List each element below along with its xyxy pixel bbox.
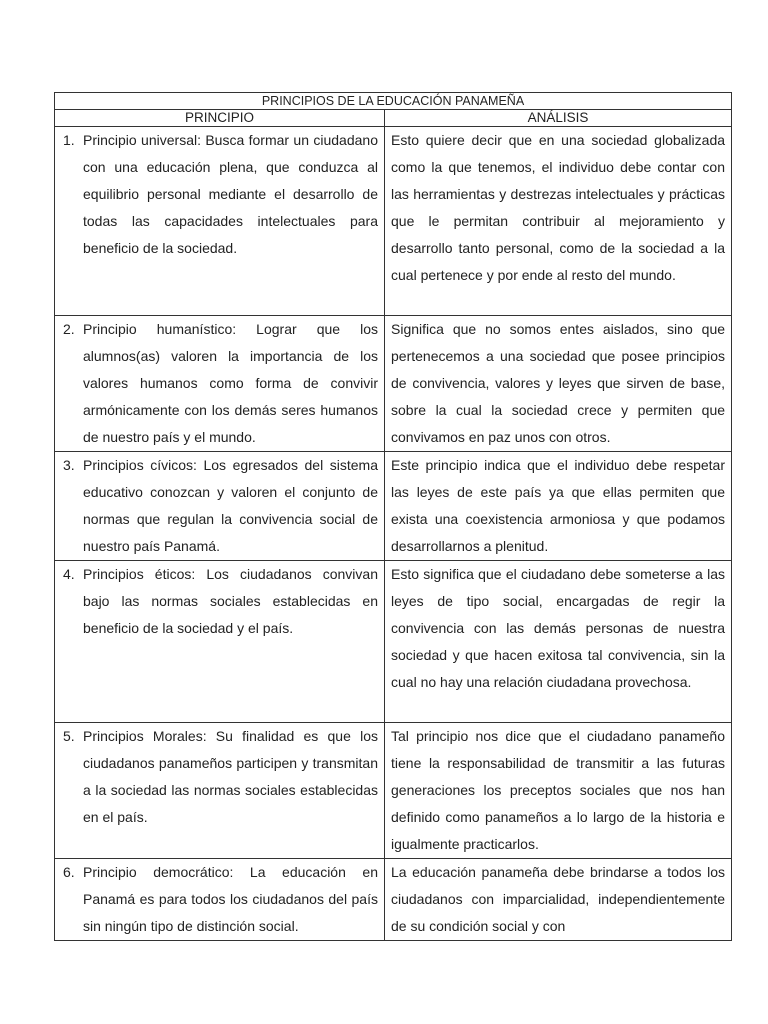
analysis-text: Significa que no somos entes aislados, sino que pertenecemos a una sociedad que posee principios de convivencia, valores y leyes que sirven de base, sobre la cual la sociedad crece y permiten que convivamos en paz unos con otros. (391, 321, 726, 445)
analysis-text: Esto significa que el ciudadano debe someterse a las leyes de tipo social, encargadas de regir la convivencia con las demás personas de nuestra sociedad y que hacen exitosa tal convivencia, sin la cual no hay una relación ciudadana provechosa. (391, 566, 726, 690)
table-row (55, 316, 732, 452)
table-row (55, 127, 732, 316)
column-header-analysis: ANÁLISIS (385, 110, 732, 127)
table-row (55, 859, 732, 941)
row-number: 6. (63, 864, 75, 880)
principle-text: Principios Morales: Su finalidad es que los ciudadanos panameños participen y transmitan a la sociedad las normas sociales establecidas en el país. (83, 728, 378, 825)
row-number: 2. (63, 321, 75, 337)
analysis-text: Este principio indica que el individuo debe respetar las leyes de este país ya que ellas permiten que exista una coexistencia armoniosa y que podamos desarrollarnos a plenitud. (391, 457, 726, 554)
analysis-text: La educación panameña debe brindarse a todos los ciudadanos con imparcialidad, independientemente de su condición social y con (391, 864, 726, 934)
table-title-row (55, 93, 732, 110)
row-number: 3. (63, 457, 75, 473)
principles-table (54, 92, 732, 941)
column-header-principle: PRINCIPIO (55, 110, 385, 127)
table-title: PRINCIPIOS DE LA EDUCACIÓN PANAMEÑA (55, 93, 732, 110)
principle-cell (55, 859, 385, 941)
principle-text: Principios cívicos: Los egresados del sistema educativo conozcan y valoren el conjunto de normas que regulan la convivencia social de nuestro país Panamá. (83, 457, 378, 554)
analysis-cell (385, 723, 732, 859)
principle-cell (55, 561, 385, 723)
principle-text: Principio humanístico: Lograr que los alumnos(as) valoren la importancia de los valores humanos como forma de convivir armónicamente con los demás seres humanos de nuestro país y el mundo. (83, 321, 378, 445)
principle-text: Principios éticos: Los ciudadanos convivan bajo las normas sociales establecidas en beneficio de la sociedad y el país. (83, 566, 378, 636)
analysis-cell (385, 452, 732, 561)
principle-cell (55, 316, 385, 452)
analysis-text: Esto quiere decir que en una sociedad globalizada como la que tenemos, el individuo debe contar con las herramientas y destrezas intelectuales y prácticas que le permitan contribuir al mejoramiento y desarrollo tanto personal, como de la sociedad a la cual pertenece y por ende al resto del mundo. (391, 132, 726, 283)
analysis-cell (385, 316, 732, 452)
analysis-cell (385, 561, 732, 723)
principle-cell (55, 723, 385, 859)
principle-cell (55, 452, 385, 561)
row-number: 5. (63, 728, 75, 744)
principle-cell (55, 127, 385, 316)
principle-text: Principio universal: Busca formar un ciudadano con una educación plena, que conduzca al equilibrio personal mediante el desarrollo de todas las capacidades intelectuales para beneficio de la sociedad. (83, 132, 378, 256)
table-row (55, 561, 732, 723)
table-row (55, 452, 732, 561)
row-number: 1. (63, 132, 75, 148)
row-number: 4. (63, 566, 75, 582)
analysis-cell (385, 127, 732, 316)
principle-text: Principio democrático: La educación en Panamá es para todos los ciudadanos del país sin ningún tipo de distinción social. (83, 864, 378, 934)
analysis-text: Tal principio nos dice que el ciudadano panameño tiene la responsabilidad de transmitir a las futuras generaciones los preceptos sociales que nos han definido como panameños a lo largo de la historia e igualmente practicarlos. (391, 728, 726, 852)
table-row (55, 723, 732, 859)
analysis-cell (385, 859, 732, 941)
table-header-row (55, 110, 732, 127)
